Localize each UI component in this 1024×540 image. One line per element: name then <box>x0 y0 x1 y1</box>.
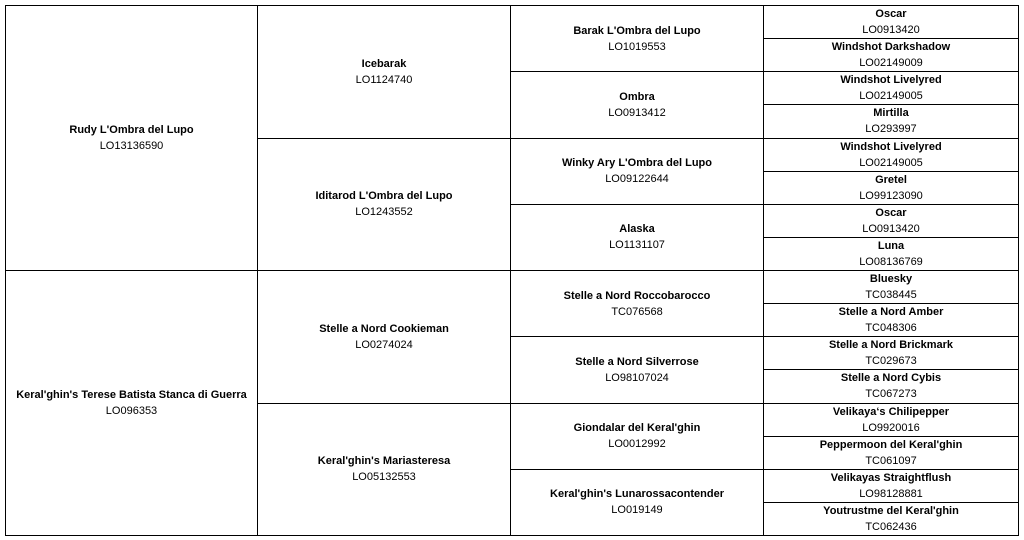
registration-number: LO09122644 <box>605 173 669 186</box>
dog-name: Icebarak <box>361 57 407 70</box>
registration-number: TC067273 <box>865 388 917 401</box>
great-grandparent-cell <box>511 469 764 535</box>
great-great-grandparent-cell <box>764 237 1019 270</box>
dog-name: Stelle a Nord Brickmark <box>828 339 954 352</box>
great-great-grandparent-cell <box>764 72 1019 105</box>
dog-name: Luna <box>877 239 905 252</box>
registration-number: TC029673 <box>865 355 917 368</box>
dog-name: Rudy L'Ombra del Lupo <box>69 124 194 136</box>
registration-number: LO0913420 <box>862 24 920 37</box>
great-great-grandparent-cell <box>764 138 1019 171</box>
registration-number: LO0012992 <box>608 438 666 451</box>
grandparent-cell <box>258 138 511 271</box>
dog-name: Bluesky <box>869 273 913 286</box>
registration-number: LO0913420 <box>862 222 920 235</box>
registration-number: LO02149009 <box>859 57 923 70</box>
registration-number: TC062436 <box>865 520 917 533</box>
dog-name: Keral'ghin's Lunarossacontender <box>550 488 724 501</box>
great-great-grandparent-cell <box>764 171 1019 204</box>
great-great-grandparent-cell <box>764 403 1019 436</box>
registration-number: LO98128881 <box>859 487 923 500</box>
registration-number: TC076568 <box>611 305 663 318</box>
dog-name: Giondalar del Keral'ghin <box>573 422 701 435</box>
great-great-grandparent-cell <box>764 271 1019 304</box>
pedigree-row <box>6 271 1019 304</box>
great-grandparent-cell <box>511 337 764 403</box>
dog-name: Barak L'Ombra del Lupo <box>573 24 701 37</box>
registration-number: LO13136590 <box>99 140 164 152</box>
parent-cell <box>6 271 258 536</box>
dog-name: Oscar <box>875 8 907 21</box>
great-great-grandparent-cell <box>764 105 1019 138</box>
registration-number: LO9920016 <box>862 421 920 434</box>
registration-number: LO1124740 <box>355 73 413 86</box>
dog-name: Windshot Livelyred <box>840 74 942 87</box>
dog-name: Iditarod L'Ombra del Lupo <box>315 190 453 203</box>
great-great-grandparent-cell <box>764 469 1019 502</box>
dog-name: Windshot Darkshadow <box>831 41 951 54</box>
parent-cell <box>6 6 258 271</box>
registration-number: LO096353 <box>105 405 158 417</box>
dog-name: Youtrustme del Keral'ghin <box>823 504 959 517</box>
dog-name: Stelle a Nord Roccobarocco <box>563 289 711 302</box>
great-grandparent-cell <box>511 138 764 204</box>
pedigree-table <box>5 5 1019 536</box>
registration-number: LO0913412 <box>608 106 666 119</box>
registration-number: LO293997 <box>865 123 917 136</box>
great-great-grandparent-cell <box>764 337 1019 370</box>
registration-number: LO019149 <box>611 504 663 517</box>
dog-name: Stelle a Nord Silverrose <box>575 355 699 368</box>
great-great-grandparent-cell <box>764 39 1019 72</box>
great-great-grandparent-cell <box>764 304 1019 337</box>
dog-name: Gretel <box>875 173 907 186</box>
dog-name: Keral'ghin's Terese Batista Stanca di Guerra <box>16 389 247 401</box>
great-great-grandparent-cell <box>764 370 1019 403</box>
dog-name: Oscar <box>875 206 907 219</box>
registration-number: LO98107024 <box>605 371 669 384</box>
dog-name: Alaska <box>619 223 655 236</box>
registration-number: LO1131107 <box>609 239 665 252</box>
registration-number: TC061097 <box>865 454 917 467</box>
dog-name: Winky Ary L'Ombra del Lupo <box>561 157 712 170</box>
dog-name: Mirtilla <box>873 107 909 120</box>
registration-number: LO1243552 <box>355 206 413 219</box>
grandparent-cell <box>258 403 511 536</box>
registration-number: LO02149005 <box>859 90 923 103</box>
registration-number: LO08136769 <box>859 255 923 268</box>
dog-name: Velikaya‘s Chilipepper <box>832 405 950 418</box>
dog-name: Stelle a Nord Cookieman <box>319 322 449 335</box>
dog-name: Stelle a Nord Amber <box>838 306 944 319</box>
great-grandparent-cell <box>511 72 764 138</box>
great-great-grandparent-cell <box>764 502 1019 535</box>
great-great-grandparent-cell <box>764 436 1019 469</box>
great-grandparent-cell <box>511 271 764 337</box>
dog-name: Stelle a Nord Cybis <box>840 372 942 385</box>
dog-name: Keral'ghin's Mariasteresa <box>317 455 451 468</box>
registration-number: TC048306 <box>865 322 917 335</box>
grandparent-cell <box>258 271 511 404</box>
registration-number: LO0274024 <box>355 338 413 351</box>
great-great-grandparent-cell <box>764 6 1019 39</box>
registration-number: LO05132553 <box>352 471 416 484</box>
pedigree-row <box>6 6 1019 39</box>
registration-number: TC038445 <box>865 289 917 302</box>
great-grandparent-cell <box>511 403 764 469</box>
pedigree-body <box>6 6 1019 536</box>
registration-number: LO1019553 <box>608 40 666 53</box>
great-grandparent-cell <box>511 6 764 72</box>
dog-name: Peppermoon del Keral'ghin <box>819 438 963 451</box>
dog-name: Windshot Livelyred <box>840 140 942 153</box>
great-great-grandparent-cell <box>764 204 1019 237</box>
registration-number: LO02149005 <box>859 156 923 169</box>
grandparent-cell <box>258 6 511 139</box>
registration-number: LO99123090 <box>859 189 923 202</box>
dog-name: Ombra <box>619 90 655 103</box>
dog-name: Velikayas Straightflush <box>830 471 952 484</box>
great-grandparent-cell <box>511 204 764 270</box>
